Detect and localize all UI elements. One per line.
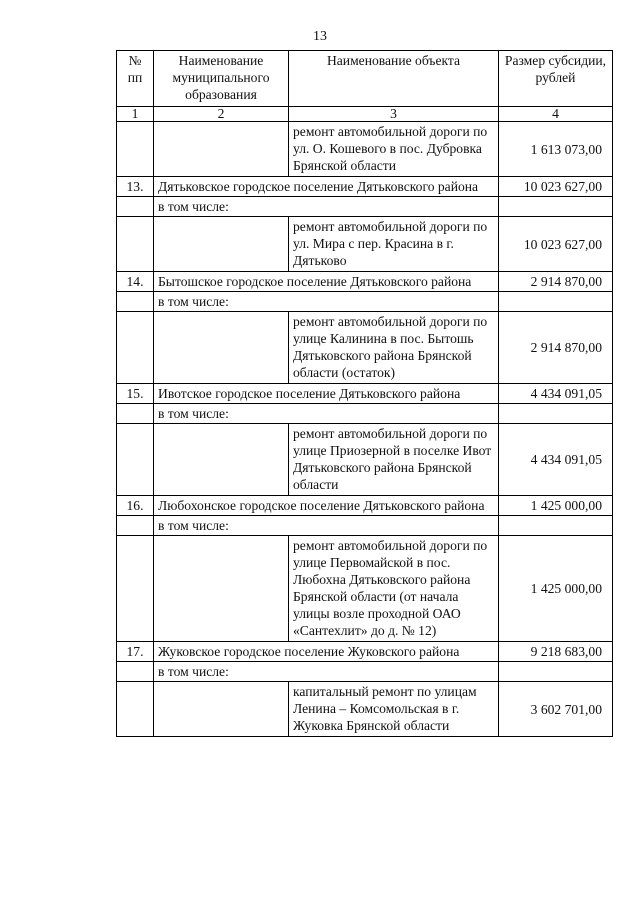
header-municipality: Наименование муниципального образования <box>154 51 289 107</box>
subsidy-amount: 4 434 091,05 <box>499 384 613 404</box>
table-header-row <box>117 51 613 107</box>
subsidy-amount: 10 023 627,00 <box>499 177 613 197</box>
subsidy-amount: 3 602 701,00 <box>499 682 613 737</box>
table-row <box>117 292 613 312</box>
table-row <box>117 122 613 177</box>
table-row <box>117 516 613 536</box>
row-number: 17. <box>117 642 154 662</box>
row-number: 15. <box>117 384 154 404</box>
municipality-name: Любохонское городское поселение Дятьковского района <box>154 496 499 516</box>
subsidy-amount: 2 914 870,00 <box>499 312 613 384</box>
subsidy-amount: 4 434 091,05 <box>499 424 613 496</box>
table-row <box>117 177 613 197</box>
object-name: ремонт автомобильной дороги по улице Приозерной в поселке Ивот Дятьковского района Брянской области <box>289 424 499 496</box>
object-name: ремонт автомобильной дороги по ул. Мира с пер. Красина в г. Дятьково <box>289 217 499 272</box>
table-row <box>117 536 613 642</box>
object-name: ремонт автомобильной дороги по улице Первомайской в пос. Любохна Дятьковского района Брянской области (от начала улицы возле проходной ОАО «Сантехлит» до д. № 12) <box>289 536 499 642</box>
subsidy-amount: 2 914 870,00 <box>499 272 613 292</box>
object-name: ремонт автомобильной дороги по улице Калинина в пос. Бытошь Дятьковского района Брянской области (остаток) <box>289 312 499 384</box>
row-number: 14. <box>117 272 154 292</box>
table-row <box>117 217 613 272</box>
including-label: в том числе: <box>154 516 499 536</box>
subsidy-amount: 10 023 627,00 <box>499 217 613 272</box>
table-row <box>117 404 613 424</box>
page-number: 13 <box>313 29 327 44</box>
column-number: 3 <box>289 107 499 122</box>
header-subsidy: Размер субсидии, рублей <box>499 51 613 107</box>
column-number-row <box>117 107 613 122</box>
object-name: капитальный ремонт по улицам Ленина – Комсомольская в г. Жуковка Брянской области <box>289 682 499 737</box>
column-number: 1 <box>117 107 154 122</box>
including-label: в том числе: <box>154 197 499 217</box>
table-row <box>117 424 613 496</box>
table-row <box>117 312 613 384</box>
header-number: № пп <box>117 51 154 107</box>
table-row <box>117 197 613 217</box>
object-name: ремонт автомобильной дороги по ул. О. Кошевого в пос. Дубровка Брянской области <box>289 122 499 177</box>
table-row <box>117 384 613 404</box>
including-label: в том числе: <box>154 404 499 424</box>
subsidy-amount: 1 613 073,00 <box>499 122 613 177</box>
table-row <box>117 642 613 662</box>
table-row <box>117 496 613 516</box>
column-number: 4 <box>499 107 613 122</box>
header-object: Наименование объекта <box>289 51 499 107</box>
subsidy-amount: 1 425 000,00 <box>499 496 613 516</box>
municipality-name: Ивотское городское поселение Дятьковского района <box>154 384 499 404</box>
table-row <box>117 272 613 292</box>
row-number: 13. <box>117 177 154 197</box>
table-row <box>117 662 613 682</box>
subsidy-amount: 9 218 683,00 <box>499 642 613 662</box>
subsidy-table <box>116 50 613 737</box>
table-row <box>117 682 613 737</box>
column-number: 2 <box>154 107 289 122</box>
row-number: 16. <box>117 496 154 516</box>
including-label: в том числе: <box>154 662 499 682</box>
municipality-name: Жуковское городское поселение Жуковского района <box>154 642 499 662</box>
municipality-name: Дятьковское городское поселение Дятьковского района <box>154 177 499 197</box>
including-label: в том числе: <box>154 292 499 312</box>
municipality-name: Бытошское городское поселение Дятьковского района <box>154 272 499 292</box>
subsidy-amount: 1 425 000,00 <box>499 536 613 642</box>
